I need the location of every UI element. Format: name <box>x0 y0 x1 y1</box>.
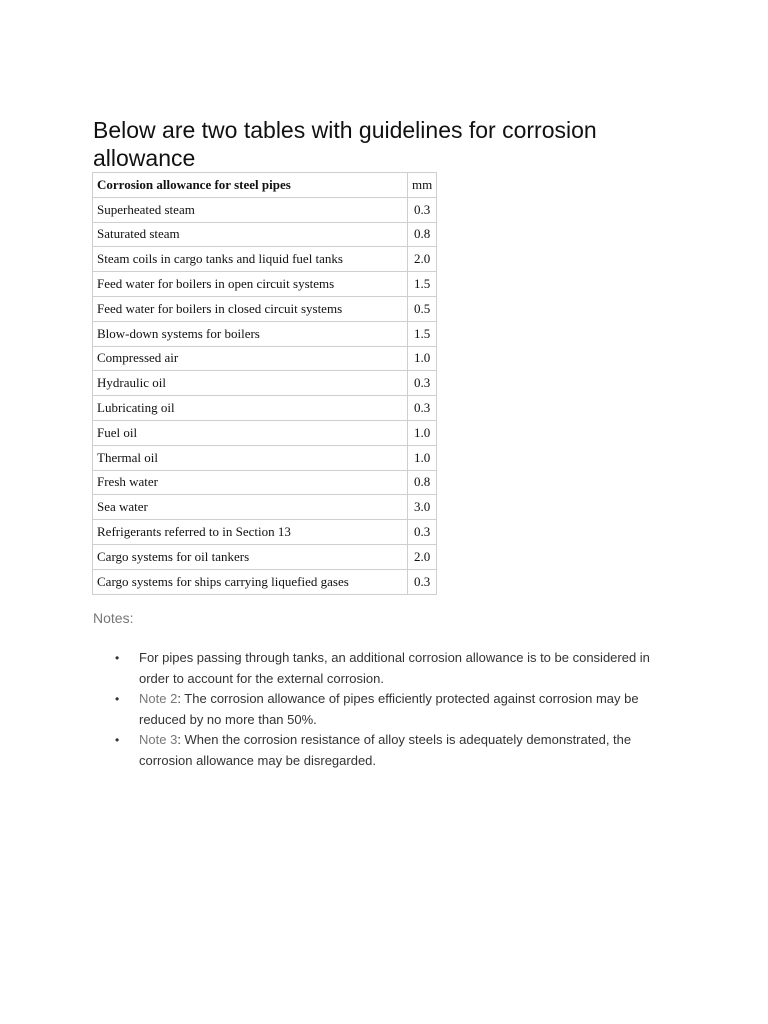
row-label: Thermal oil <box>93 445 408 470</box>
row-label: Sea water <box>93 495 408 520</box>
note-2-link[interactable]: Note 2 <box>139 691 178 706</box>
note-text: For pipes passing through tanks, an additional corrosion allowance is to be considered in order to account for the external corrosion. <box>139 650 650 686</box>
table-row <box>93 197 437 222</box>
note-3-link[interactable]: Note 3 <box>139 732 178 747</box>
row-value: 2.0 <box>408 247 437 272</box>
table-row <box>93 420 437 445</box>
table-row <box>93 222 437 247</box>
row-value: 0.8 <box>408 470 437 495</box>
notes-list <box>115 648 675 771</box>
note-item <box>115 648 675 689</box>
bullet-icon: • <box>115 651 120 665</box>
row-value: 0.3 <box>408 197 437 222</box>
table-row <box>93 321 437 346</box>
row-label: Lubricating oil <box>93 396 408 421</box>
table-row <box>93 470 437 495</box>
table-header-label: Corrosion allowance for steel pipes <box>93 173 408 198</box>
notes-heading: Notes: <box>93 610 134 626</box>
row-label: Refrigerants referred to in Section 13 <box>93 520 408 545</box>
table-row <box>93 544 437 569</box>
row-value: 0.3 <box>408 396 437 421</box>
row-label: Feed water for boilers in open circuit systems <box>93 272 408 297</box>
row-label: Fresh water <box>93 470 408 495</box>
table-row <box>93 445 437 470</box>
bullet-icon: • <box>115 733 120 747</box>
row-value: 0.8 <box>408 222 437 247</box>
row-label: Saturated steam <box>93 222 408 247</box>
row-value: 3.0 <box>408 495 437 520</box>
row-value: 0.5 <box>408 296 437 321</box>
row-value: 0.3 <box>408 569 437 594</box>
row-value: 1.5 <box>408 272 437 297</box>
row-label: Compressed air <box>93 346 408 371</box>
table-row <box>93 569 437 594</box>
row-label: Cargo systems for oil tankers <box>93 544 408 569</box>
row-value: 1.5 <box>408 321 437 346</box>
note-text: : The corrosion allowance of pipes efficiently protected against corrosion may be reduced by no more than 50%. <box>139 691 639 727</box>
table-row <box>93 396 437 421</box>
row-value: 2.0 <box>408 544 437 569</box>
table-header-row <box>93 173 437 198</box>
table-row <box>93 371 437 396</box>
row-label: Fuel oil <box>93 420 408 445</box>
corrosion-allowance-table <box>92 172 437 595</box>
table-row <box>93 495 437 520</box>
row-value: 1.0 <box>408 445 437 470</box>
row-label: Hydraulic oil <box>93 371 408 396</box>
table-row <box>93 520 437 545</box>
row-label: Cargo systems for ships carrying liquefied gases <box>93 569 408 594</box>
row-value: 0.3 <box>408 520 437 545</box>
table-row <box>93 247 437 272</box>
table-row <box>93 346 437 371</box>
row-value: 1.0 <box>408 346 437 371</box>
bullet-icon: • <box>115 692 120 706</box>
row-value: 1.0 <box>408 420 437 445</box>
row-value: 0.3 <box>408 371 437 396</box>
row-label: Steam coils in cargo tanks and liquid fuel tanks <box>93 247 408 272</box>
page-title: Below are two tables with guidelines for corrosion allowance <box>93 117 597 171</box>
note-item <box>115 689 675 730</box>
note-item <box>115 730 675 771</box>
row-label: Blow-down systems for boilers <box>93 321 408 346</box>
table-header-unit: mm <box>408 173 437 198</box>
table-row <box>93 296 437 321</box>
table-row <box>93 272 437 297</box>
row-label: Feed water for boilers in closed circuit systems <box>93 296 408 321</box>
row-label: Superheated steam <box>93 197 408 222</box>
note-text: : When the corrosion resistance of alloy steels is adequately demonstrated, the corrosion allowance may be disregarded. <box>139 732 632 768</box>
